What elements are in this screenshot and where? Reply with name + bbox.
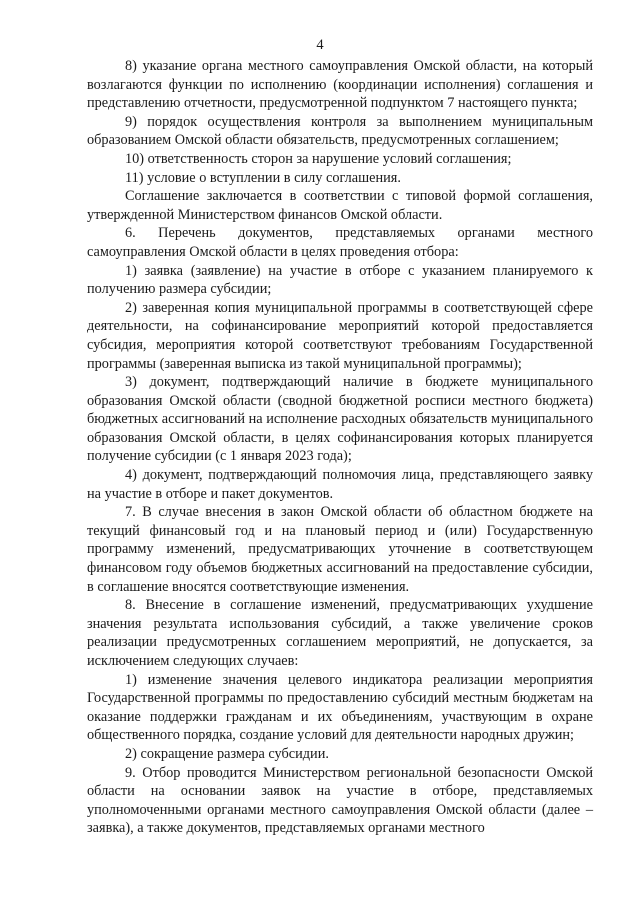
paragraph-section-6-item-3: 3) документ, подтверждающий наличие в бюджете муниципального образования Омской области (сводной бюджетной росписи местного бюджета) бюджетных ассигнований на исполнение расходных обязательств муниципального образования Омской области, в целях софинансирования которых планируется получение субсидии (с 1 января 2023 года); — [87, 374, 593, 465]
paragraph-section-6-item-1: 1) заявка (заявление) на участие в отборе с указанием планируемого к получению размера субсидии; — [87, 262, 593, 298]
paragraph-item-9: 9) порядок осуществления контроля за выполнением муниципальным образованием Омской области обязательств, предусмотренных соглашением; — [87, 113, 593, 149]
page-number: 4 — [316, 37, 324, 53]
paragraph-section-6-item-4: 4) документ, подтверждающий полномочия лица, представляющего заявку на участие в отборе и пакет документов. — [87, 467, 593, 502]
paragraph-section-8: 8. Внесение в соглашение изменений, предусматривающих ухудшение значения результата использования субсидий, а также увеличение сроков реализации предусмотренных соглашением мероприятий, не допускается, за исключением следующих случаев: — [87, 597, 593, 669]
paragraph-section-8-item-2: 2) сокращение размера субсидии. — [125, 745, 329, 762]
paragraph-item-10: 10) ответственность сторон за нарушение условий соглашения; — [125, 150, 512, 167]
document-body — [87, 57, 593, 838]
paragraph-section-6-item-2: 2) заверенная копия муниципальной программы в соответствующей сфере деятельности, на софинансирование мероприятий которой предоставляется субсидия, мероприятия которой соответствуют требованиям Государственной программы (заверенная выписка из такой муниципальной программы); — [87, 299, 593, 372]
paragraph-section-8-item-1: 1) изменение значения целевого индикатора реализации мероприятия Государственной программы по предоставлению субсидий местным бюджетам на оказание поддержки гражданам и их объединениям, участвующим в охране общественного порядка, создание условий для деятельности народных дружин; — [87, 671, 593, 744]
paragraph-agreement-form: Соглашение заключается в соответствии с типовой формой соглашения, утвержденной Министерством финансов Омской области. — [87, 188, 593, 223]
paragraph-item-8: 8) указание органа местного самоуправления Омской области, на который возлагаются функции по исполнению (координации исполнения) соглашения и представлению отчетности, предусмотренной подпунктом 7 настоящего пункта; — [87, 58, 593, 112]
paragraph-item-11: 11) условие о вступлении в силу соглашения. — [125, 169, 401, 186]
paragraph-section-6: 6. Перечень документов, представляемых органами местного самоуправления Омской области в целях проведения отбора: — [87, 225, 593, 260]
paragraph-section-7: 7. В случае внесения в закон Омской области об областном бюджете на текущий финансовый год и на плановый период и (или) Государственную программу изменений, предусматривающих уточнение в соответствующем финансовом году объемов бюджетных ассигнований на предоставление субсидии, в соглашение вносятся соответствующие изменения. — [87, 504, 593, 595]
paragraph-section-9: 9. Отбор проводится Министерством региональной безопасности Омской области на основании заявок на участие в отборе, представляемых уполномоченными органами местного самоуправления Омской области (далее – заявка), а также документов, представляемых органами местного — [87, 764, 593, 837]
